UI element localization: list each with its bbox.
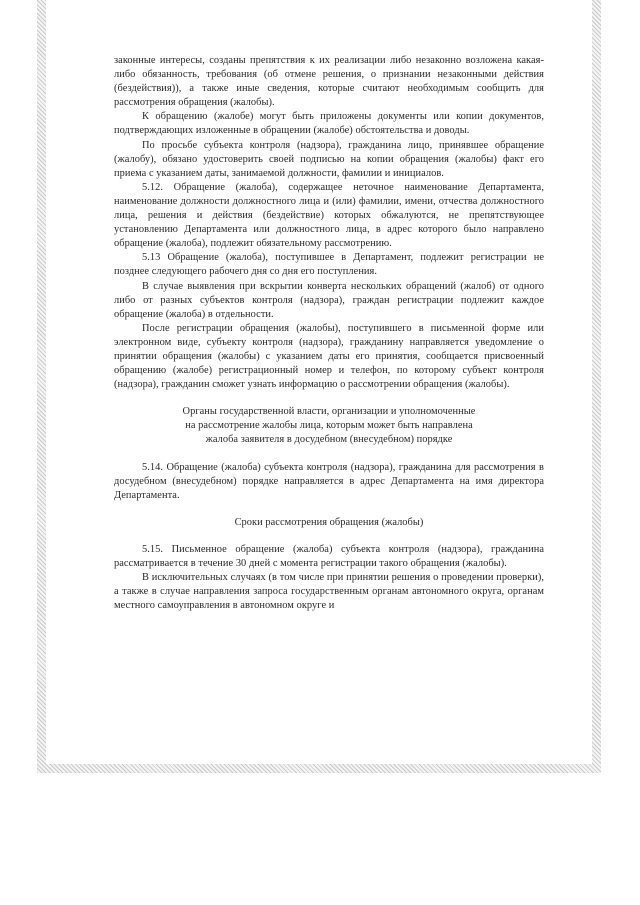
paragraph: 5.15. Письменное обращение (жалоба) субъекта контроля (надзора), гражданина рассматривается в течение 30 дней с момента регистрации такого обращения (жалобы).: [114, 543, 544, 569]
document-border: [37, 0, 601, 773]
paragraph: После регистрации обращения (жалобы), поступившего в письменной форме или электронном виде, субъекту контроля (надзора), гражданину направляется уведомление о принятии обращения (жалобы) с указанием даты его принятия, сообщается присвоенный обращению (жалобе) регистрационный номер и телефон, по которому субъект контроля (надзора), гражданин сможет узнать информацию о рассмотрении обращения (жалобы).: [114, 322, 544, 391]
paragraph: По просьбе субъекта контроля (надзора), гражданина лицо, принявшее обращение (жалобу), обязано удостоверить своей подписью на копии обращения (жалобы) факт его приема с указанием даты, занимаемой должности, фамилии и инициалов.: [114, 139, 544, 179]
paragraph: К обращению (жалобе) могут быть приложены документы или копии документов, подтверждающих изложенные в обращении (жалобе) обстоятельства и доводы.: [114, 111, 544, 137]
paragraph: 5.14. Обращение (жалоба) субъекта контроля (надзора), гражданина для рассмотрения в досудебном (внесудебном) порядке направляется в адрес Департамента на имя директора Департамента.: [114, 461, 544, 501]
section-heading-bodies: [114, 405, 544, 447]
paragraph: 5.12. Обращение (жалоба), содержащее неточное наименование Департамента, наименование должности должностного лица и (или) фамилии, имени, отчества должностного лица, решения и действия (бездействие) которых обжалуются, не препятствующее установлению Департамента или должностного лица, в адрес которого было направлено обращение (жалоба), подлежит обязательному рассмотрению.: [114, 181, 544, 250]
paragraph: В исключительных случаях (в том числе при принятии решения о проведении проверки), а также в случае направления запроса государственным органам автономного округа, органам местного самоуправления в автономном округе и: [114, 572, 544, 612]
heading-line: жалоба заявителя в досудебном (внесудебном) порядке: [205, 434, 453, 446]
paragraph: В случае выявления при вскрытии конверта нескольких обращений (жалоб) от одного либо от разных субъектов контроля (надзора), граждан регистрации подлежит каждое обращение (жалоба) в отдельности.: [114, 280, 544, 320]
heading-line: Органы государственной власти, организации и уполномоченные: [182, 406, 476, 418]
section-heading-terms: Сроки рассмотрения обращения (жалобы): [234, 516, 424, 528]
paragraph: законные интересы, созданы препятствия к их реализации либо незаконно возложена какая-либо обязанность, требования (об отмене решения, о признании незаконными действия (бездействия)), а также иные сведения, которые считают необходимым сообщить для рассмотрения обращения (жалобы).: [114, 55, 544, 109]
paragraph: 5.13 Обращение (жалоба), поступившее в Департамент, подлежит регистрации не позднее следующего рабочего дня со дня его поступления.: [114, 252, 544, 278]
document-page: [46, 0, 592, 764]
document-body: [114, 54, 544, 613]
heading-line: на рассмотрение жалобы лица, которым может быть направлена: [185, 420, 473, 432]
